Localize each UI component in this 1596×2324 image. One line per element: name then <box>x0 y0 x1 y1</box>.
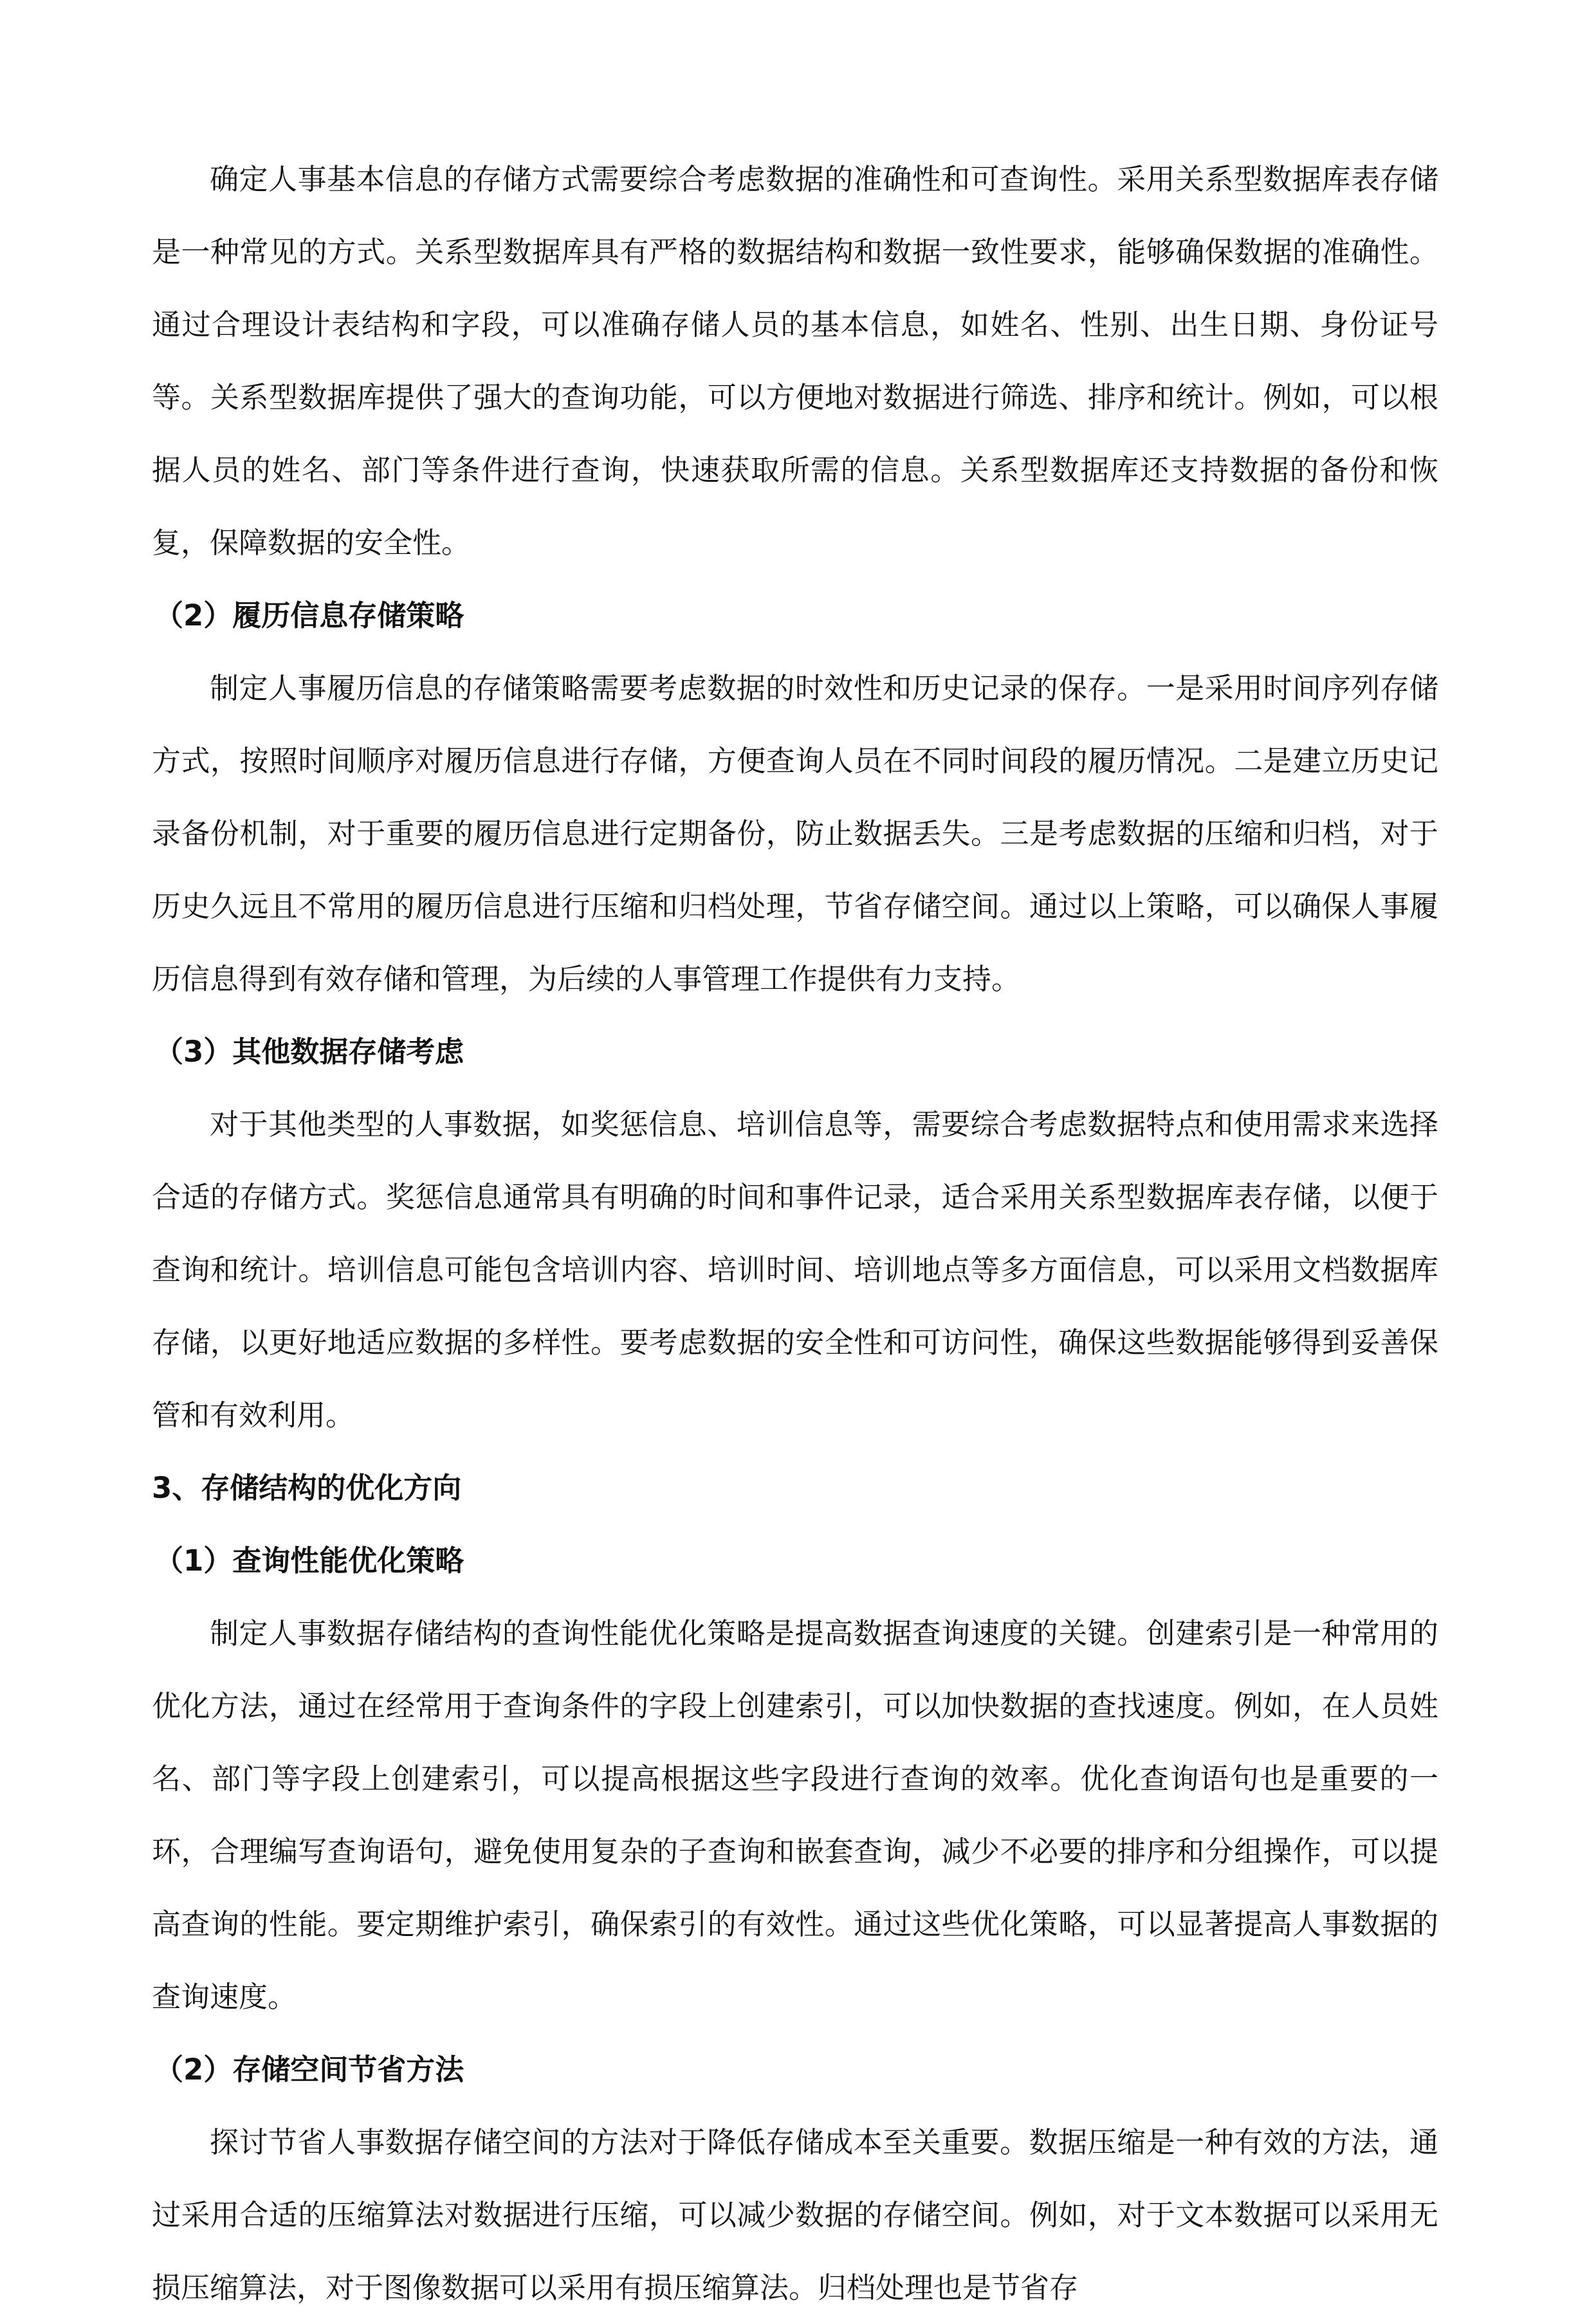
paragraph-resume-storage: 制定人事履历信息的存储策略需要考虑数据的时效性和历史记录的保存。一是采用时间序列存储方式，按照时间顺序对履历信息进行存储，方便查询人员在不同时间段的履历情况。二是建立历史记录备份机制，对于重要的履历信息进行定期备份，防止数据丢失。三是考虑数据的压缩和归档，对于历史久远且不常用的履历信息进行压缩和归档处理，节省存储空间。通过以上策略，可以确保人事履历信息得到有效存储和管理，为后续的人事管理工作提供有力支持。 <box>152 671 1438 996</box>
paragraph-query-performance: 制定人事数据存储结构的查询性能优化策略是提高数据查询速度的关键。创建索引是一种常用的优化方法，通过在经常用于查询条件的字段上创建索引，可以加快数据的查找速度。例如，在人员姓名、部门等字段上创建索引，可以提高根据这些字段进行查询的效率。优化查询语句也是重要的一环，合理编写查询语句，避免使用复杂的子查询和嵌套查询，减少不必要的排序和分组操作，可以提高查询的性能。要定期维护索引，确保索引的有效性。通过这些优化策略，可以显著提高人事数据的查询速度。 <box>152 1616 1438 2014</box>
paragraph-other-data: 对于其他类型的人事数据，如奖惩信息、培训信息等，需要综合考虑数据特点和使用需求来选择合适的存储方式。奖惩信息通常具有明确的时间和事件记录，适合采用关系型数据库表存储，以便于查询和统计。培训信息可能包含培训内容、培训时间、培训地点等多方面信息，可以采用文档数据库存储，以更好地适应数据的多样性。要考虑数据的安全性和可访问性，确保这些数据能够得到妥善保管和有效利用。 <box>152 1107 1438 1432</box>
paragraph-storage-saving: 探讨节省人事数据存储空间的方法对于降低存储成本至关重要。数据压缩是一种有效的方法，通过采用合适的压缩算法对数据进行压缩，可以减少数据的存储空间。例如，对于文本数据可以采用无损压缩算法，对于图像数据可以采用有损压缩算法。归档处理也是节省存 <box>152 2125 1438 2305</box>
subheading-query-performance: （1）查询性能优化策略 <box>154 1544 464 1578</box>
document-body <box>152 143 1438 2324</box>
subheading-storage-saving: （2）存储空间节省方法 <box>154 2052 464 2087</box>
subheading-resume-storage: （2）履历信息存储策略 <box>154 598 464 632</box>
paragraph-basic-info-storage: 确定人事基本信息的存储方式需要综合考虑数据的准确性和可查询性。采用关系型数据库表存储是一种常见的方式。关系型数据库具有严格的数据结构和数据一致性要求，能够确保数据的准确性。通过合理设计表结构和字段，可以准确存储人员的基本信息，如姓名、性别、出生日期、身份证号等。关系型数据库提供了强大的查询功能，可以方便地对数据进行筛选、排序和统计。例如，可以根据人员的姓名、部门等条件进行查询，快速获取所需的信息。关系型数据库还支持数据的备份和恢复，保障数据的安全性。 <box>152 162 1438 560</box>
subheading-other-data: （3）其他数据存储考虑 <box>154 1035 464 1069</box>
section-heading-optimization: 3、存储结构的优化方向 <box>152 1471 462 1505</box>
